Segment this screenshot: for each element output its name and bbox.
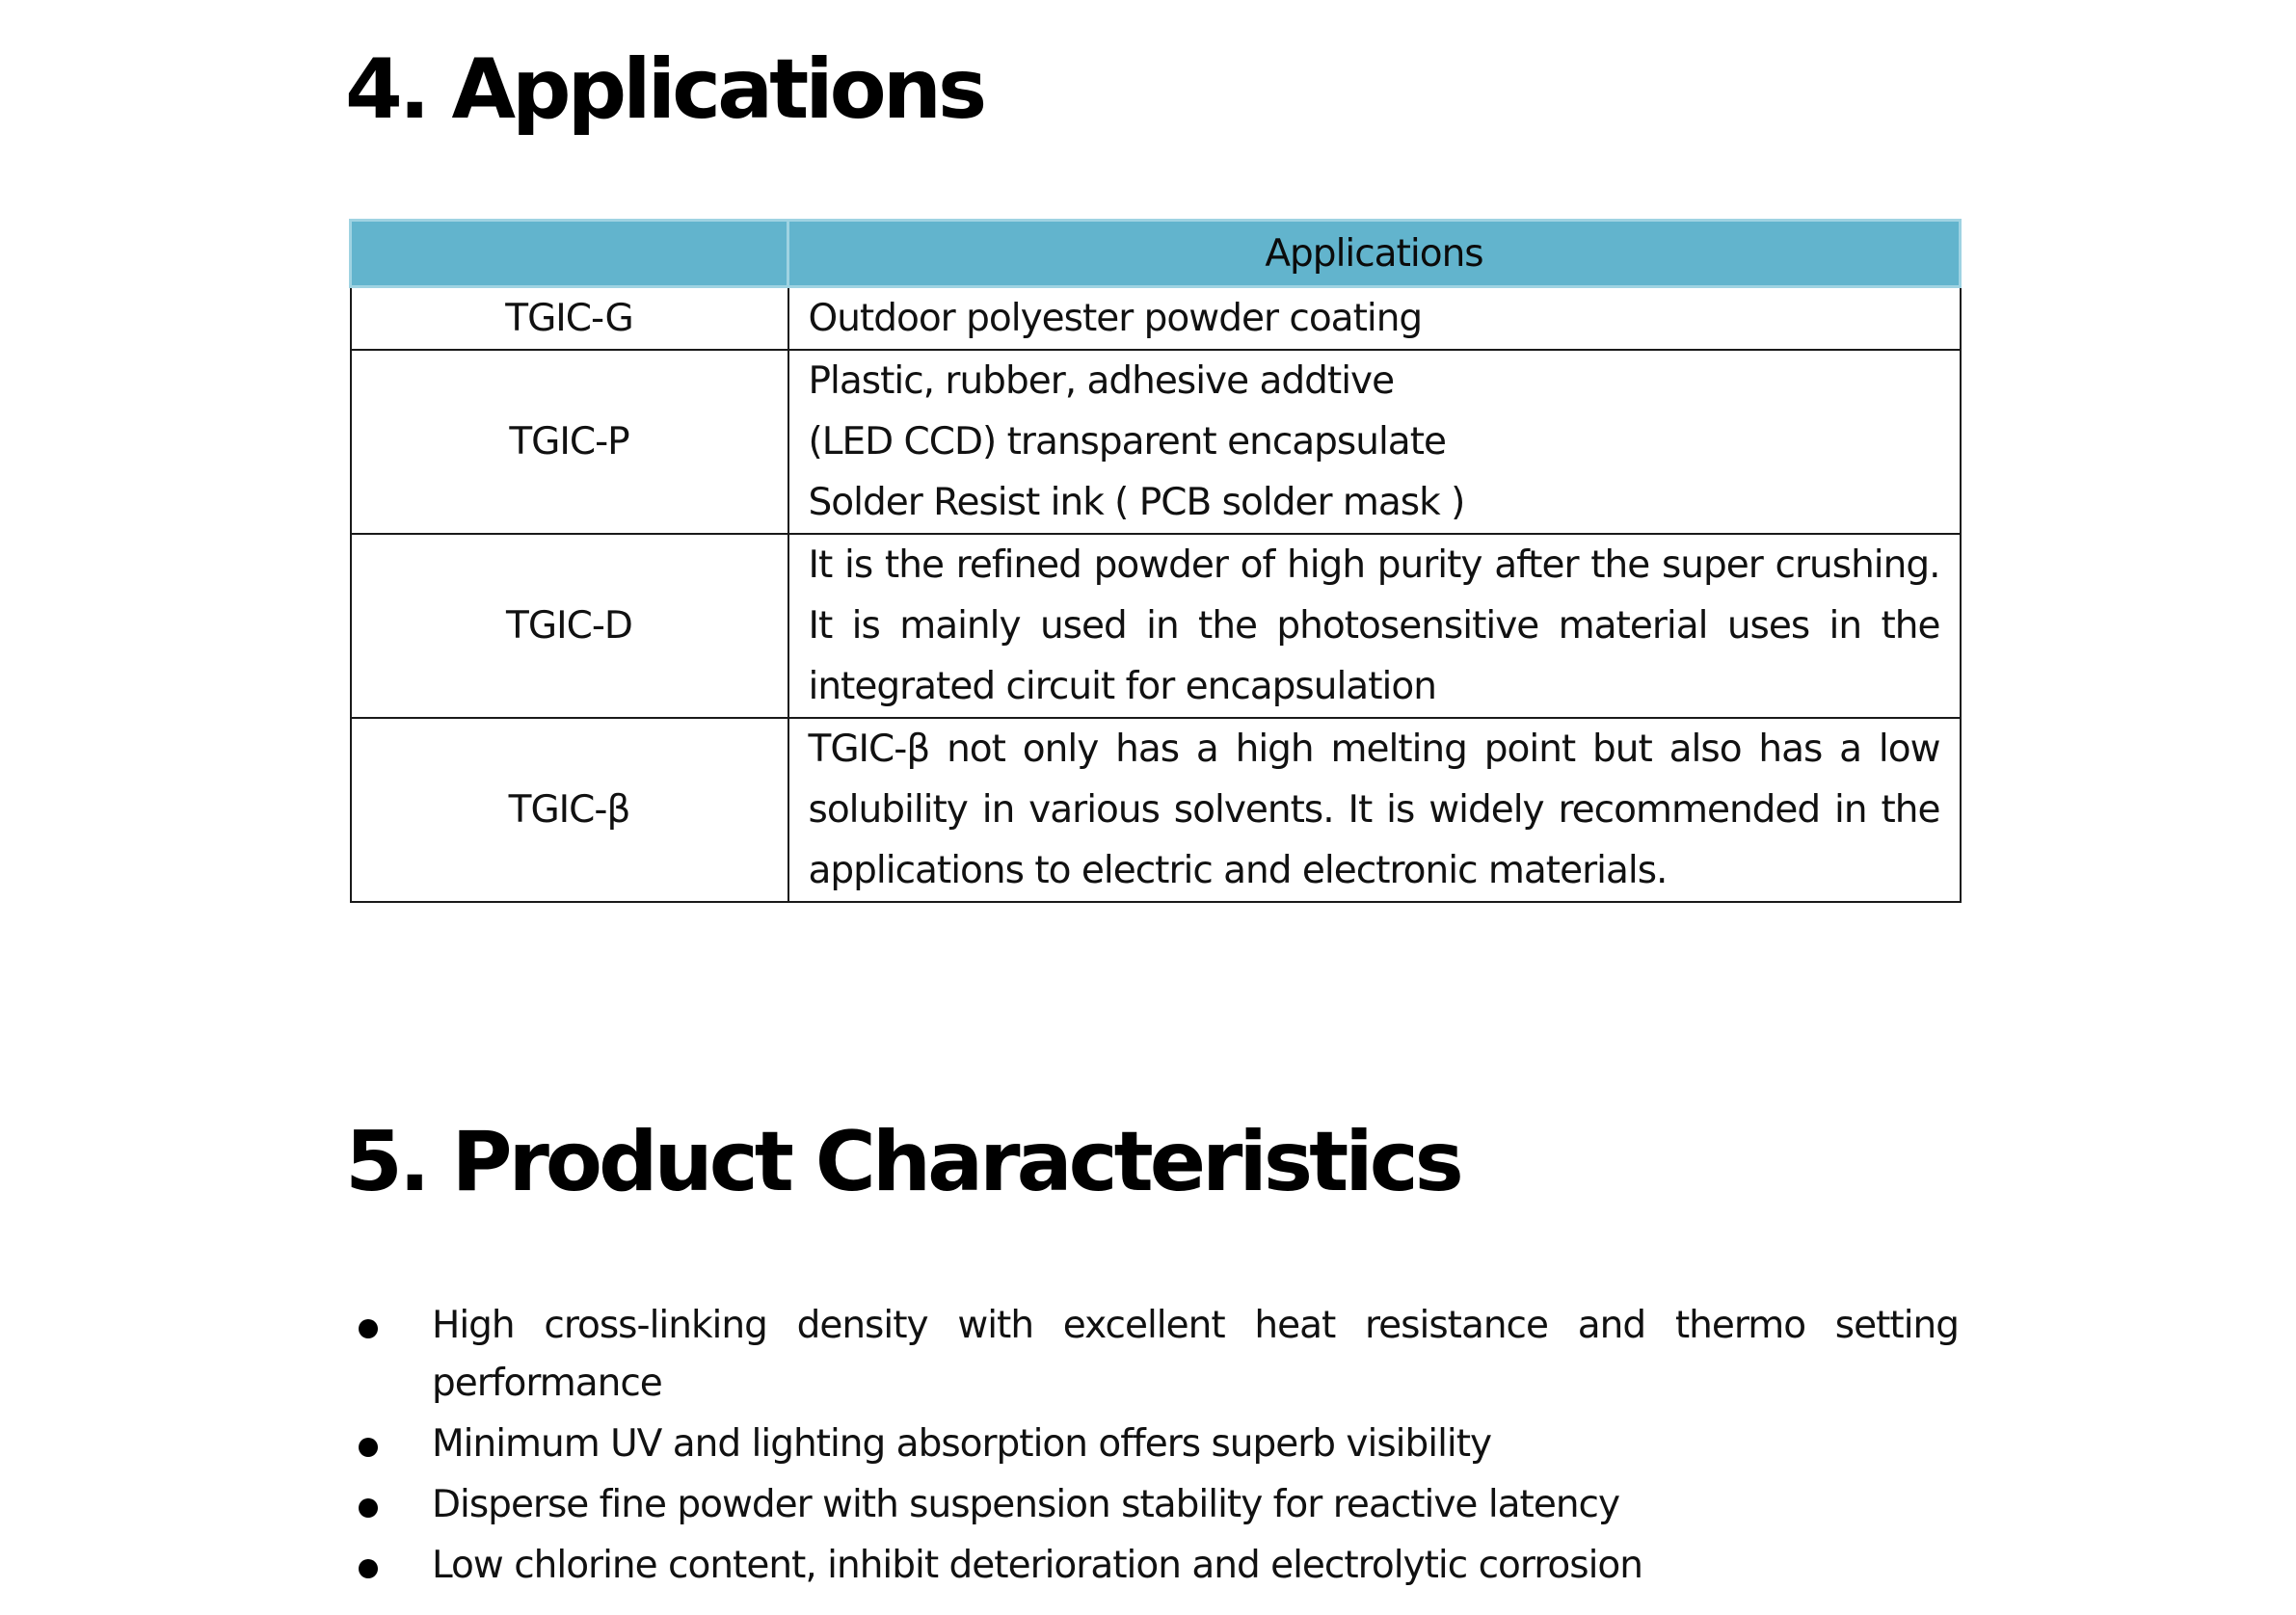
application-line: Plastic, rubber, adhesive addtive — [808, 359, 1395, 403]
characteristics-heading: 5. Product Characteristics — [345, 1114, 1460, 1210]
application-cell — [788, 350, 1961, 534]
list-item — [349, 1297, 1959, 1413]
product-name-cell: TGIC-β — [351, 718, 788, 902]
bullet-icon — [359, 1559, 378, 1578]
list-item-text: Minimum UV and lighting absorption offers superb visibility — [432, 1422, 1492, 1466]
list-item — [349, 1537, 1959, 1595]
header-cell-applications: Applications — [788, 221, 1961, 287]
product-name-cell: TGIC-D — [351, 534, 788, 718]
applications-table — [349, 219, 1962, 903]
bullet-icon — [359, 1438, 378, 1457]
characteristics-list — [349, 1297, 1959, 1598]
header-cell-empty — [351, 221, 788, 287]
application-line: (LED CCD) transparent encapsulate — [808, 420, 1446, 463]
application-line: Outdoor polyester powder coating — [808, 297, 1423, 340]
list-item-text: Low chlorine content, inhibit deterioration and electrolytic corrosion — [432, 1544, 1642, 1587]
table-row — [351, 287, 1961, 351]
product-name-cell: TGIC-P — [351, 350, 788, 534]
applications-heading: 4. Applications — [345, 41, 984, 138]
list-item — [349, 1416, 1959, 1473]
table-header-row — [351, 221, 1961, 287]
application-cell: TGIC-β not only has a high melting point but also has a low solubility in various solvents. It is widely recommended in the applications to electric and electronic materials. — [788, 718, 1961, 902]
application-line: Solder Resist ink ( PCB solder mask ) — [808, 481, 1465, 524]
product-name-cell: TGIC-G — [351, 287, 788, 351]
bullet-icon — [359, 1498, 378, 1518]
bullet-icon — [359, 1319, 378, 1338]
table-row — [351, 718, 1961, 902]
list-item-text: High cross-linking density with excellent heat resistance and thermo setting performance — [432, 1304, 1959, 1405]
application-cell — [788, 287, 1961, 351]
application-cell: It is the refined powder of high purity after the super crushing. It is mainly used in the photosensitive material uses in the integrated circuit for encapsulation — [788, 534, 1961, 718]
list-item — [349, 1476, 1959, 1534]
list-item-text: Disperse fine powder with suspension stability for reactive latency — [432, 1483, 1620, 1526]
table-row — [351, 534, 1961, 718]
table-row — [351, 350, 1961, 534]
